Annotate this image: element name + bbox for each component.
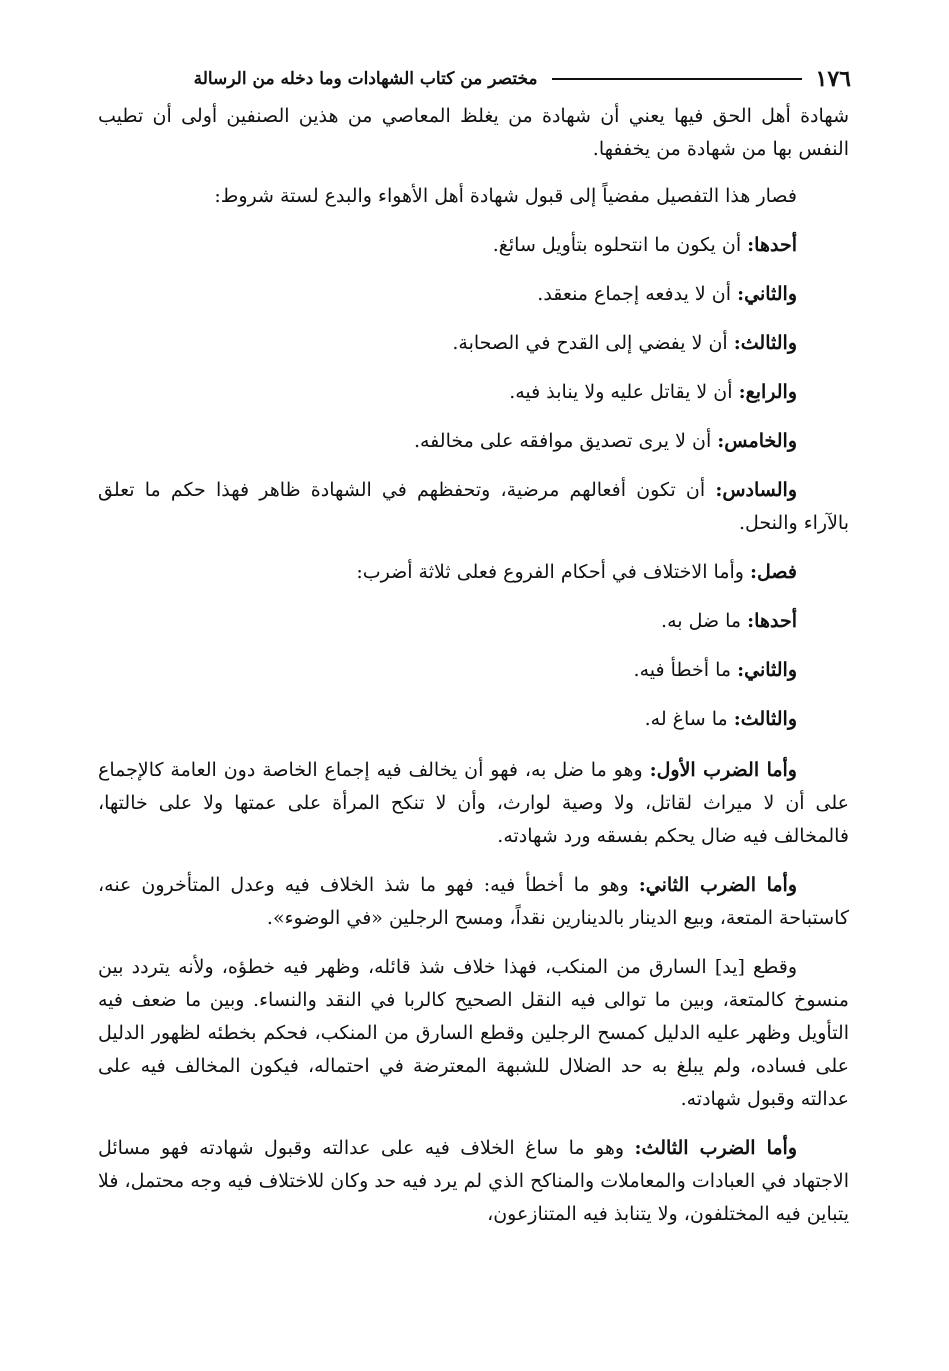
condition-3 xyxy=(98,327,849,360)
section-text: وأما الاختلاف في أحكام الفروع فعلى ثلاثة أضرب: xyxy=(356,561,744,583)
disagreement-type-2 xyxy=(98,654,849,687)
item-text: أن لا يفضي إلى القدح في الصحابة. xyxy=(452,332,728,354)
condition-6 xyxy=(98,474,849,540)
page-body xyxy=(98,100,849,1247)
paragraph-first-type xyxy=(98,754,849,853)
item-lead: أحدها: xyxy=(747,234,797,256)
disagreement-type-1 xyxy=(98,605,849,638)
paragraph-text: وهو ما ساغ الخلاف فيه على عدالته وقبول شهادته فهو مسائل الاجتهاد في العبادات والمعاملات والمناكح الذي لم يرد فيه حد وكان للاختلاف فيه وجه محتمل، فلا يتباين فيه المختلفون، ولا يتنابذ فيه المتنازعون، xyxy=(98,1137,849,1225)
condition-4 xyxy=(98,376,849,409)
paragraph-thief-hand xyxy=(98,951,849,1116)
paragraph-second-type xyxy=(98,869,849,935)
section-lead: فصل: xyxy=(750,561,797,583)
item-lead: والثالث: xyxy=(733,708,797,730)
paragraph-text: فصار هذا التفصيل مفضياً إلى قبول شهادة أهل الأهواء والبدع لستة شروط: xyxy=(214,185,797,207)
paragraph-lead: وأما الضرب الأول: xyxy=(649,759,797,781)
item-text: أن لا يدفعه إجماع منعقد. xyxy=(537,283,732,305)
item-lead: أحدها: xyxy=(747,610,797,632)
paragraph-lead: وأما الضرب الثالث: xyxy=(634,1137,797,1159)
book-title: مختصر من كتاب الشهادات وما دخله من الرسالة xyxy=(193,69,538,89)
item-text: أن يكون ما انتحلوه بتأويل سائغ. xyxy=(492,234,742,256)
page-number: ١٧٦ xyxy=(815,66,851,92)
running-header xyxy=(92,62,851,96)
section-fasl xyxy=(98,556,849,589)
item-text: أن لا يقاتل عليه ولا ينابذ فيه. xyxy=(509,381,733,403)
paragraph-text: وهو ما أخطأ فيه: فهو ما شذ الخلاف فيه وعدل المتأخرون عنه، كاستباحة المتعة، وبيع الدينار بالدينارين نقداً، ومسح الرجلين «في الوضوء». xyxy=(98,874,849,929)
item-text: ما أخطأ فيه. xyxy=(633,659,732,681)
item-lead: والرابع: xyxy=(738,381,797,403)
paragraph-text: وهو ما ضل به، فهو أن يخالف فيه إجماع الخاصة دون العامة كالإجماع على أن لا ميراث لقاتل، ولا وصية لوارث، وأن لا تنكح المرأة على عمتها ولا على خالتها، فالمخالف فيه ضال يحكم بفسقه ورد شهادته. xyxy=(98,759,849,847)
header-rule xyxy=(552,78,802,80)
disagreement-type-3 xyxy=(98,703,849,736)
paragraph-third-type xyxy=(98,1132,849,1231)
item-lead: والثاني: xyxy=(737,283,797,305)
paragraph-lead: وأما الضرب الثاني: xyxy=(638,874,798,896)
item-text: ما ضل به. xyxy=(661,610,742,632)
condition-5 xyxy=(98,425,849,458)
item-text: أن تكون أفعالهم مرضية، وتحفظهم في الشهادة ظاهر فهذا حكم ما تعلق بالآراء والنحل. xyxy=(98,479,849,534)
paragraph-text: شهادة أهل الحق فيها يعني أن شهادة من يغلظ المعاصي من هذين الصنفين أولى أن تطيب النفس بها من شهادة من يخففها. xyxy=(98,105,849,160)
paragraph-continuation xyxy=(98,100,849,166)
item-lead: والثالث: xyxy=(733,332,797,354)
item-lead: والخامس: xyxy=(717,430,797,452)
item-lead: والثاني: xyxy=(737,659,797,681)
paragraph-text: وقطع [يد] السارق من المنكب، فهذا خلاف شذ قائله، وظهر فيه خطؤه، ولأنه يتردد بين منسوخ كالمتعة، وبين ما توالى فيه النقل الصحيح كالربا في النقد والنساء. وبين ما ضعف فيه التأويل وظهر عليه الدليل كمسح الرجلين وقطع السارق من المنكب، فحكم بخطئه لظهور الدليل على فساده، ولم يبلغ به حد الضلال للشبهة المعترضة في احتماله، فيكون المخالف فيه على عدالته وقبول شهادته. xyxy=(98,956,849,1110)
item-text: ما ساغ له. xyxy=(644,708,728,730)
item-text: أن لا يرى تصديق موافقه على مخالفه. xyxy=(413,430,712,452)
condition-2 xyxy=(98,278,849,311)
paragraph-six-conditions xyxy=(98,180,849,213)
item-lead: والسادس: xyxy=(715,479,797,501)
condition-1 xyxy=(98,229,849,262)
